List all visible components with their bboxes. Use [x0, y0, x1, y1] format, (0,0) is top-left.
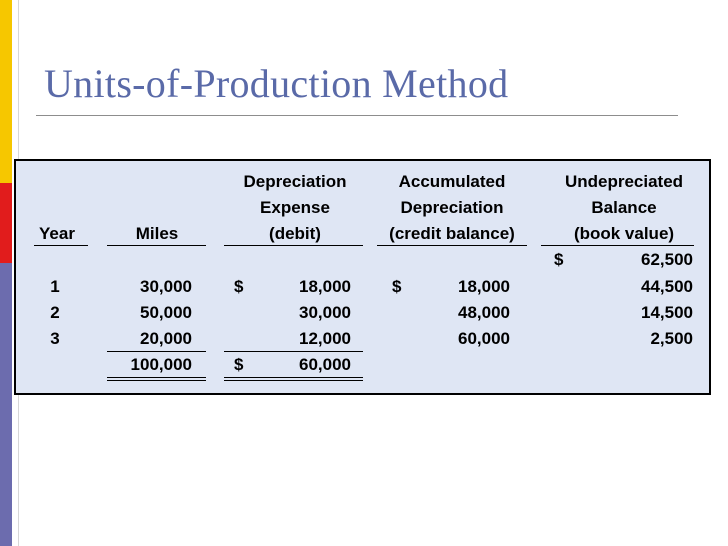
header-miles: Miles [135, 224, 179, 243]
side-accent-bar-yellow [0, 0, 12, 137]
row-balance: 44,500 [641, 277, 693, 296]
total-expense: 60,000 [299, 355, 351, 374]
row-accum-currency: $ [392, 277, 402, 296]
row-expense: 18,000 [299, 277, 351, 296]
header-underline-accum [377, 245, 527, 246]
row-expense: 30,000 [299, 303, 351, 322]
row-balance: 14,500 [641, 303, 693, 322]
opening-balance-value: 62,500 [641, 250, 693, 269]
header-accum-dep-line2: Depreciation [400, 198, 504, 217]
row-year: 1 [50, 277, 60, 296]
header-dep-expense-line2: Expense [260, 198, 330, 217]
header-dep-expense-line1: Depreciation [243, 172, 347, 191]
header-accum-dep-line3: (credit balance) [389, 224, 515, 243]
header-dep-expense-line3: (debit) [269, 224, 321, 243]
side-accent-bar-red [0, 183, 12, 263]
total-double-rule-expense-a [224, 377, 363, 378]
row-year: 2 [50, 303, 60, 322]
total-expense-currency: $ [234, 355, 244, 374]
subtotal-rule-expense [224, 351, 363, 352]
row-accum: 60,000 [458, 329, 510, 348]
side-accent-bar-yellow-2 [0, 137, 12, 183]
header-year: Year [39, 224, 75, 243]
total-double-rule-expense-b [224, 380, 363, 381]
depreciation-table [14, 159, 711, 395]
header-underline-miles [107, 245, 206, 246]
title-underline [36, 115, 678, 116]
header-undep-balance-line2: Balance [591, 198, 657, 217]
header-underline-year [34, 245, 88, 246]
header-underline-expense [224, 245, 363, 246]
row-balance: 2,500 [650, 329, 693, 348]
opening-balance-currency: $ [554, 250, 564, 269]
total-miles: 100,000 [130, 355, 192, 374]
header-undep-balance-line1: Undepreciated [564, 172, 684, 191]
row-accum: 18,000 [458, 277, 510, 296]
row-miles: 50,000 [140, 303, 192, 322]
row-miles: 20,000 [140, 329, 192, 348]
slide-title: Units-of-Production Method [44, 61, 509, 106]
row-year: 3 [50, 329, 60, 348]
row-accum: 48,000 [458, 303, 510, 322]
total-double-rule-miles-a [107, 377, 206, 378]
total-double-rule-miles-b [107, 380, 206, 381]
side-accent-bar-purple [0, 263, 12, 546]
subtotal-rule-miles [107, 351, 206, 352]
row-expense: 12,000 [299, 329, 351, 348]
row-miles: 30,000 [140, 277, 192, 296]
header-underline-balance [541, 245, 694, 246]
header-accum-dep-line1: Accumulated [398, 172, 506, 191]
header-undep-balance-line3: (book value) [573, 224, 675, 243]
row-expense-currency: $ [234, 277, 244, 296]
